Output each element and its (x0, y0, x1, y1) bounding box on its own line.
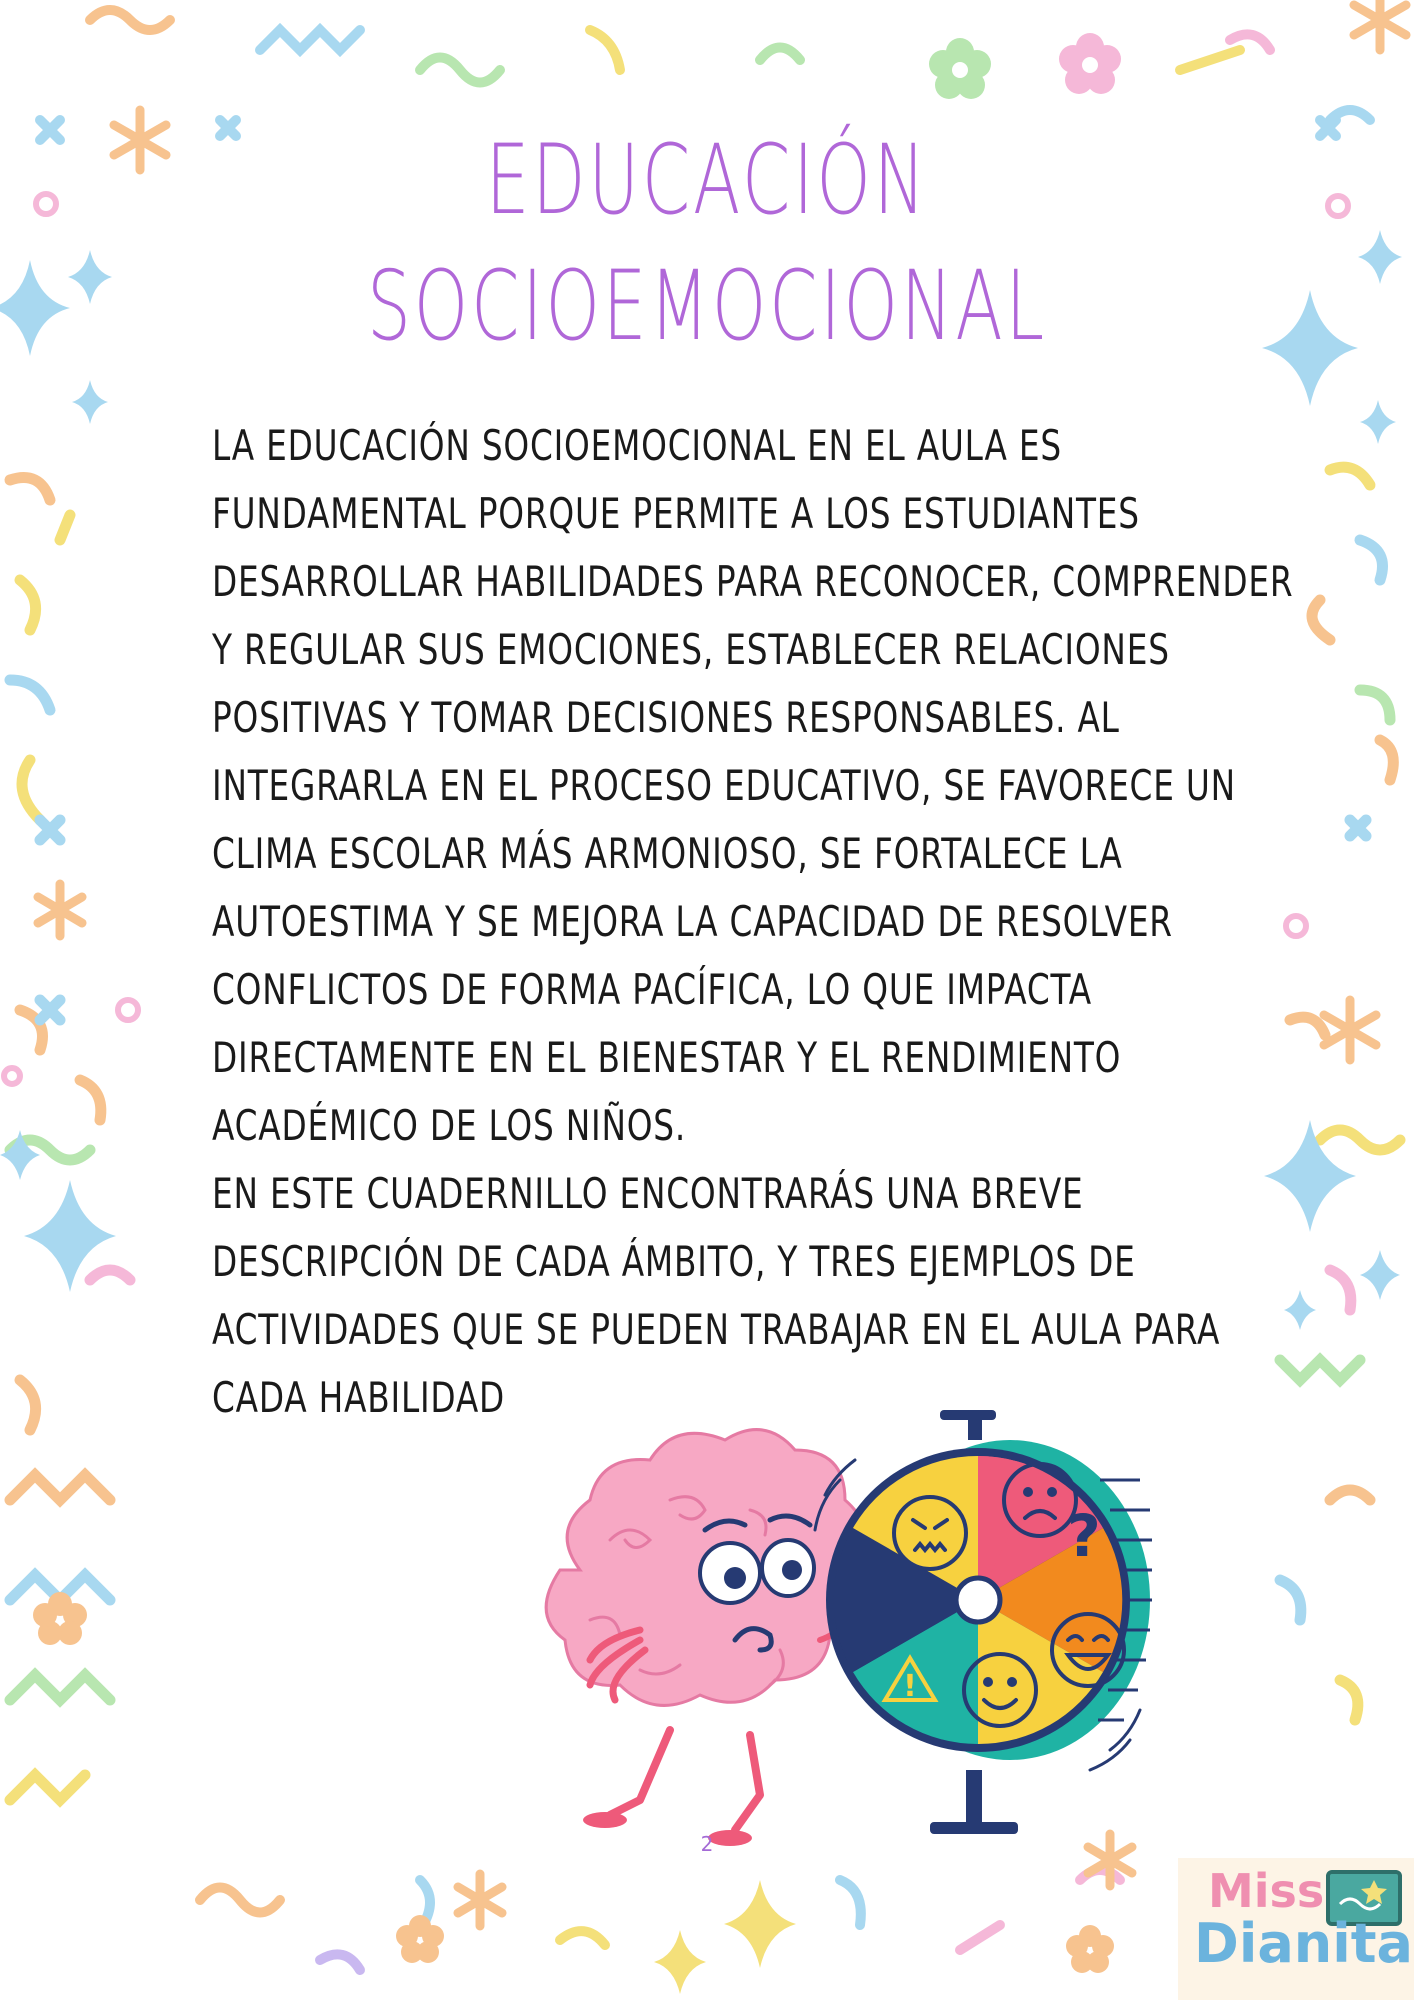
warning-symbol: ! (903, 1669, 917, 1704)
logo-text-bottom: Dianita (1194, 1912, 1413, 1975)
intro-paragraph (212, 412, 1294, 1432)
paragraph-line: ACTIVIDADES QUE SE PUEDEN TRABAJAR EN EL AULA PARA (212, 1305, 1221, 1354)
paragraph-line: CONFLICTOS DE FORMA PACÍFICA, LO QUE IMPACTA (212, 965, 1092, 1014)
question-symbol: ? (1067, 1502, 1101, 1570)
emotion-wheel-icon (815, 1410, 1152, 1834)
page-title-line-2: SOCIOEMOCIONAL (367, 250, 1047, 362)
paragraph-line: LA EDUCACIÓN SOCIOEMOCIONAL EN EL AULA ES (212, 421, 1062, 470)
brand-logo (1178, 1858, 1414, 2000)
page-number: 2 (700, 1832, 714, 1856)
paragraph-line: Y REGULAR SUS EMOCIONES, ESTABLECER RELACIONES (212, 625, 1170, 674)
paragraph-line: CADA HABILIDAD (212, 1373, 506, 1422)
paragraph-line: DESCRIPCIÓN DE CADA ÁMBITO, Y TRES EJEMPLOS DE (212, 1237, 1136, 1286)
paragraph-line: AUTOESTIMA Y SE MEJORA LA CAPACIDAD DE RESOLVER (212, 897, 1173, 946)
paragraph-line: INTEGRARLA EN EL PROCESO EDUCATIVO, SE FAVORECE UN (212, 761, 1236, 810)
brain-and-emotion-wheel-illustration (520, 1400, 1280, 1870)
page-title-line-1: EDUCACIÓN (485, 124, 929, 236)
paragraph-line: FUNDAMENTAL PORQUE PERMITE A LOS ESTUDIANTES (212, 489, 1140, 538)
paragraph-line: CLIMA ESCOLAR MÁS ARMONIOSO, SE FORTALECE LA (212, 829, 1123, 878)
paragraph-line: POSITIVAS Y TOMAR DECISIONES RESPONSABLES. AL (212, 693, 1120, 742)
paragraph-line: DIRECTAMENTE EN EL BIENESTAR Y EL RENDIMIENTO (212, 1033, 1122, 1082)
paragraph-line: DESARROLLAR HABILIDADES PARA RECONOCER, COMPRENDER (212, 557, 1294, 606)
paragraph-line: ACADÉMICO DE LOS NIÑOS. (212, 1101, 687, 1150)
paragraph-line: EN ESTE CUADERNILLO ENCONTRARÁS UNA BREVE (212, 1169, 1084, 1218)
logo-text-top: Miss (1208, 1864, 1325, 1918)
